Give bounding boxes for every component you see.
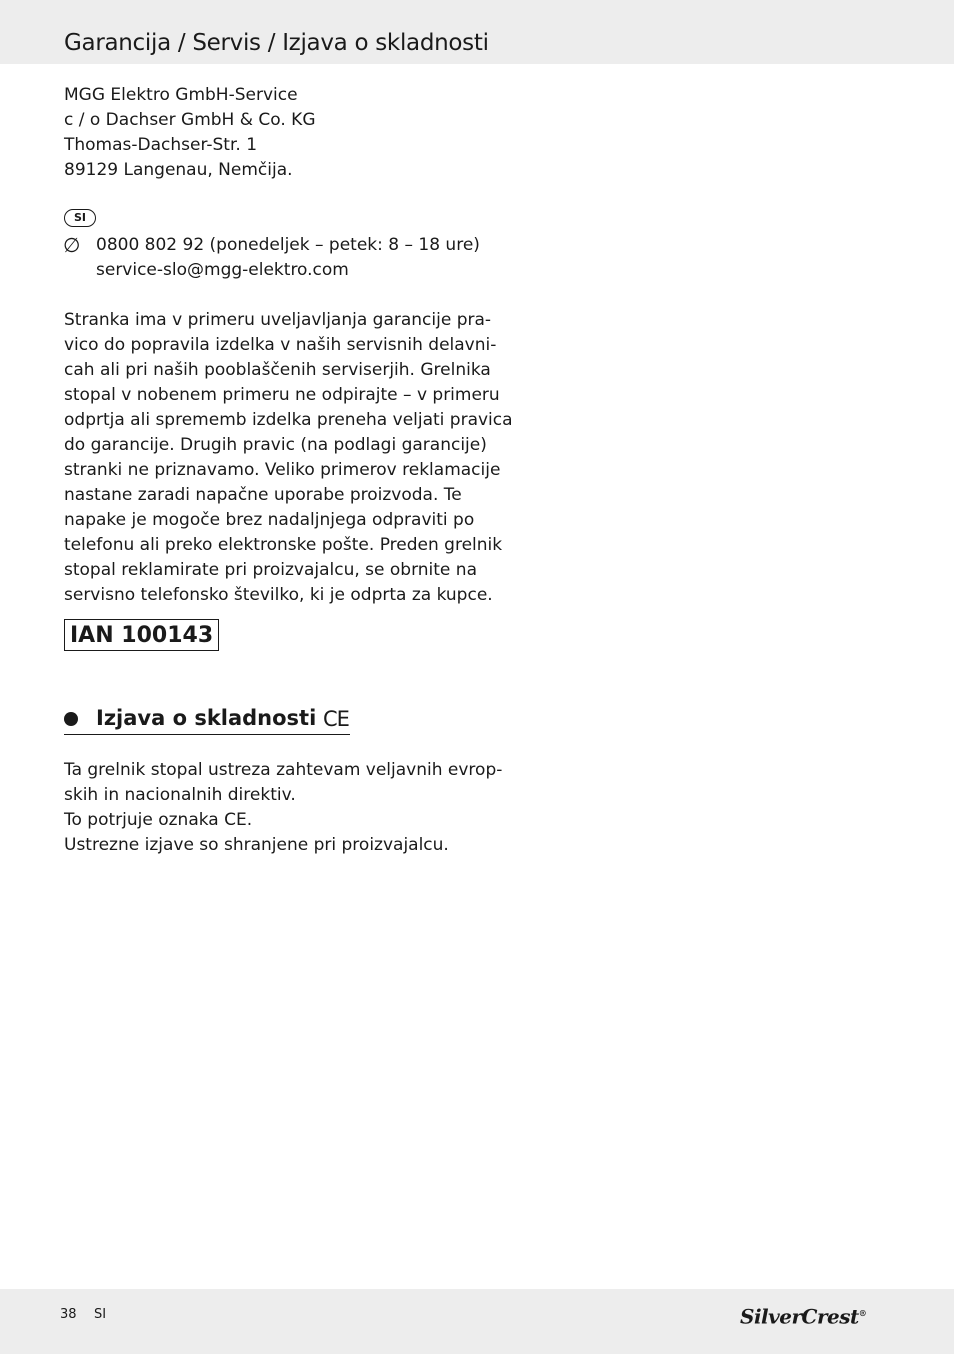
paragraph-line: stopal v nobenem primeru ne odpirajte – v primeru xyxy=(64,385,500,405)
section-heading-text: Izjava o skladnosti xyxy=(96,706,317,730)
page-number: 38 xyxy=(60,1307,77,1322)
paragraph-line: do garancije. Drugih pravic (na podlagi garancije) xyxy=(64,435,487,455)
paragraph-line: odprtja ali sprememb izdelka preneha veljati pravica xyxy=(64,410,513,430)
paragraph-line: cah ali pri naših pooblaščenih serviserjih. Grelnika xyxy=(64,360,491,380)
brand-logo-text: SilverCrest xyxy=(740,1304,859,1329)
address-line: 89129 Langenau, Nemčija. xyxy=(64,160,293,180)
conformity-paragraph xyxy=(64,758,503,858)
email-address: service-slo@mgg-elektro.com xyxy=(96,260,349,280)
address-line: Thomas-Dachser-Str. 1 xyxy=(64,135,258,155)
paragraph-line: napake je mogoče brez nadaljnjega odpraviti po xyxy=(64,510,475,530)
paragraph-line: servisno telefonsko številko, ki je odprta za kupce. xyxy=(64,585,493,605)
phone-number: 0800 802 92 (ponedeljek – petek: 8 – 18 ure) xyxy=(96,235,480,255)
paragraph-line: skih in nacionalnih direktiv. xyxy=(64,785,296,805)
paragraph-line: Ta grelnik stopal ustreza zahtevam veljavnih evrop- xyxy=(64,760,503,780)
page-title: Garancija / Servis / Izjava o skladnosti xyxy=(64,30,489,56)
footer-language: SI xyxy=(94,1307,107,1322)
bullet-icon xyxy=(64,712,78,726)
address-line: MGG Elektro GmbH-Service xyxy=(64,85,298,105)
paragraph-line: vico do popravila izdelka v naših servisnih delavni- xyxy=(64,335,497,355)
service-address xyxy=(64,83,464,183)
ce-mark-icon: CE xyxy=(323,707,349,731)
phone-icon: ∅ xyxy=(63,233,81,257)
registered-mark-icon: ® xyxy=(858,1308,867,1318)
paragraph-line: nastane zaradi napačne uporabe proizvoda. Te xyxy=(64,485,462,505)
paragraph-line: stranki ne priznavamo. Veliko primerov reklamacije xyxy=(64,460,501,480)
paragraph-line: telefonu ali preko elektronske pošte. Preden grelnik xyxy=(64,535,503,555)
ian-number: IAN 100143 xyxy=(64,619,219,651)
paragraph-line: Ustrezne izjave so shranjene pri proizvajalcu. xyxy=(64,835,449,855)
paragraph-line: To potrjuje oznaka CE. xyxy=(64,810,253,830)
address-line: c / o Dachser GmbH & Co. KG xyxy=(64,110,316,130)
brand-logo xyxy=(740,1299,866,1331)
warranty-paragraph xyxy=(64,308,513,608)
country-badge: SI xyxy=(64,209,96,227)
paragraph-line: Stranka ima v primeru uveljavljanja garancije pra- xyxy=(64,310,492,330)
paragraph-line: stopal reklamirate pri proizvajalcu, se obrnite na xyxy=(64,560,477,580)
section-heading-conformity xyxy=(64,704,350,735)
contact-block xyxy=(96,233,480,283)
